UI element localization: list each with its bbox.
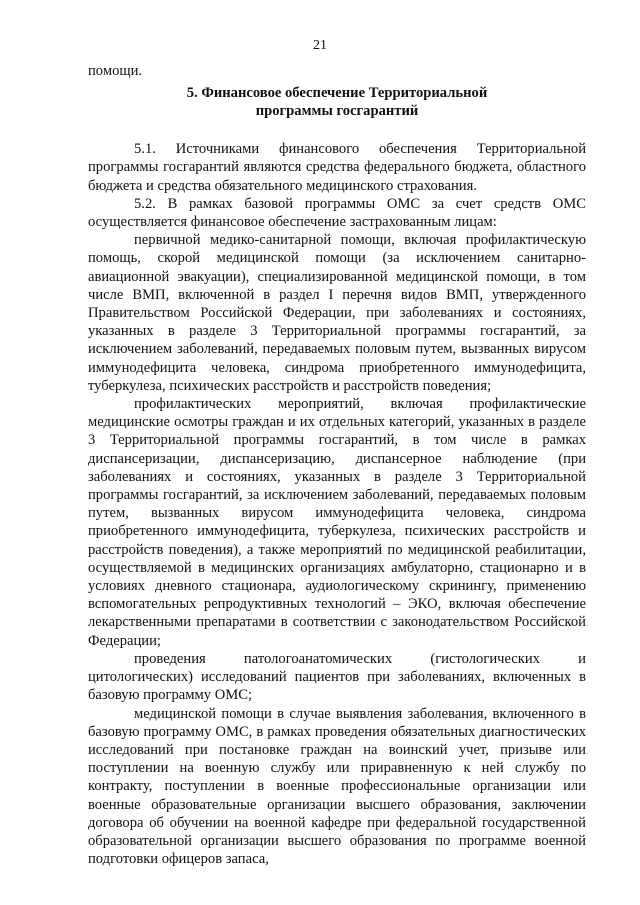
lead-in-text: помощи.	[88, 63, 143, 79]
paragraph-military-registration: медицинской помощи в случае выявления заболевания, включенного в базовую программу ОМС, в рамках проведения обязательных диагностических исследований при постановке граждан на воинский учет, призыве или поступлении на военную службу или приравненную к ней службу по контракту, поступлении в военные профессиональные организации или военные образовательные организации высшего образования, заключении договора об обучении на военной кафедре при федеральной государственной образовательной организации высшего образования по программе военной подготовки офицеров запаса,	[88, 705, 586, 868]
paragraph-preventive-measures: профилактических мероприятий, включая профилактические медицинские осмотры граждан и их отдельных категорий, указанных в разделе 3 Территориальной программы госгарантий, в том числе в рамках диспансеризации, диспансеризацию, диспансерное наблюдение (при заболеваниях и состояниях, указанных в разделе 3 Территориальной программы госгарантий, за исключением заболеваний, передаваемых половым путем, вызванных вирусом иммунодефицита человека, синдрома приобретенного иммунодефицита, туберкулеза, психических расстройств и расстройств поведения), а также мероприятий по медицинской реабилитации, осуществляемой в медицинских организациях амбулаторно, стационарно и в условиях дневного стационара, аудиологическому скринингу, применению вспомогательных репродуктивных технологий – ЭКО, включая обеспечение лекарственными препаратами в соответствии с законодательством Российской Федерации;	[88, 396, 586, 649]
paragraph-5-1: 5.1. Источниками финансового обеспечения Территориальной программы госгарантий являются средства федерального бюджета, областного бюджета и средства обязательного медицинского страхования.	[88, 141, 586, 194]
page-number: 21	[313, 38, 327, 53]
paragraph-pathology-studies: проведения патологоанатомических (гистологических и цитологических) исследований пациентов при заболеваниях, включенных в базовую программу ОМС;	[88, 650, 586, 704]
paragraph-primary-care: первичной медико-санитарной помощи, включая профилактическую помощь, скорой медицинской помощи (за исключением санитарно-авиационной эвакуации), специализированной медицинской помощи, в том числе ВМП, включенной в раздел I перечня видов ВМП, утвержденного Правительством Российской Федерации, при заболеваниях и состояниях, указанных в разделе 3 Территориальной программы госгарантий, за исключением заболеваний, передаваемых половым путем, вызванных вирусом иммунодефицита человека, синдрома приобретенного иммунодефицита, туберкулеза, психических расстройств и расстройств поведения;	[88, 232, 586, 394]
document-body	[88, 62, 586, 868]
paragraph-5-2: 5.2. В рамках базовой программы ОМС за счет средств ОМС осуществляется финансовое обеспечение застрахованным лицам:	[88, 195, 586, 231]
section-heading-line-2: программы госгарантий	[255, 103, 419, 120]
section-heading-line-1: 5. Финансовое обеспечение Территориальной	[186, 85, 488, 102]
section-heading	[88, 84, 586, 120]
